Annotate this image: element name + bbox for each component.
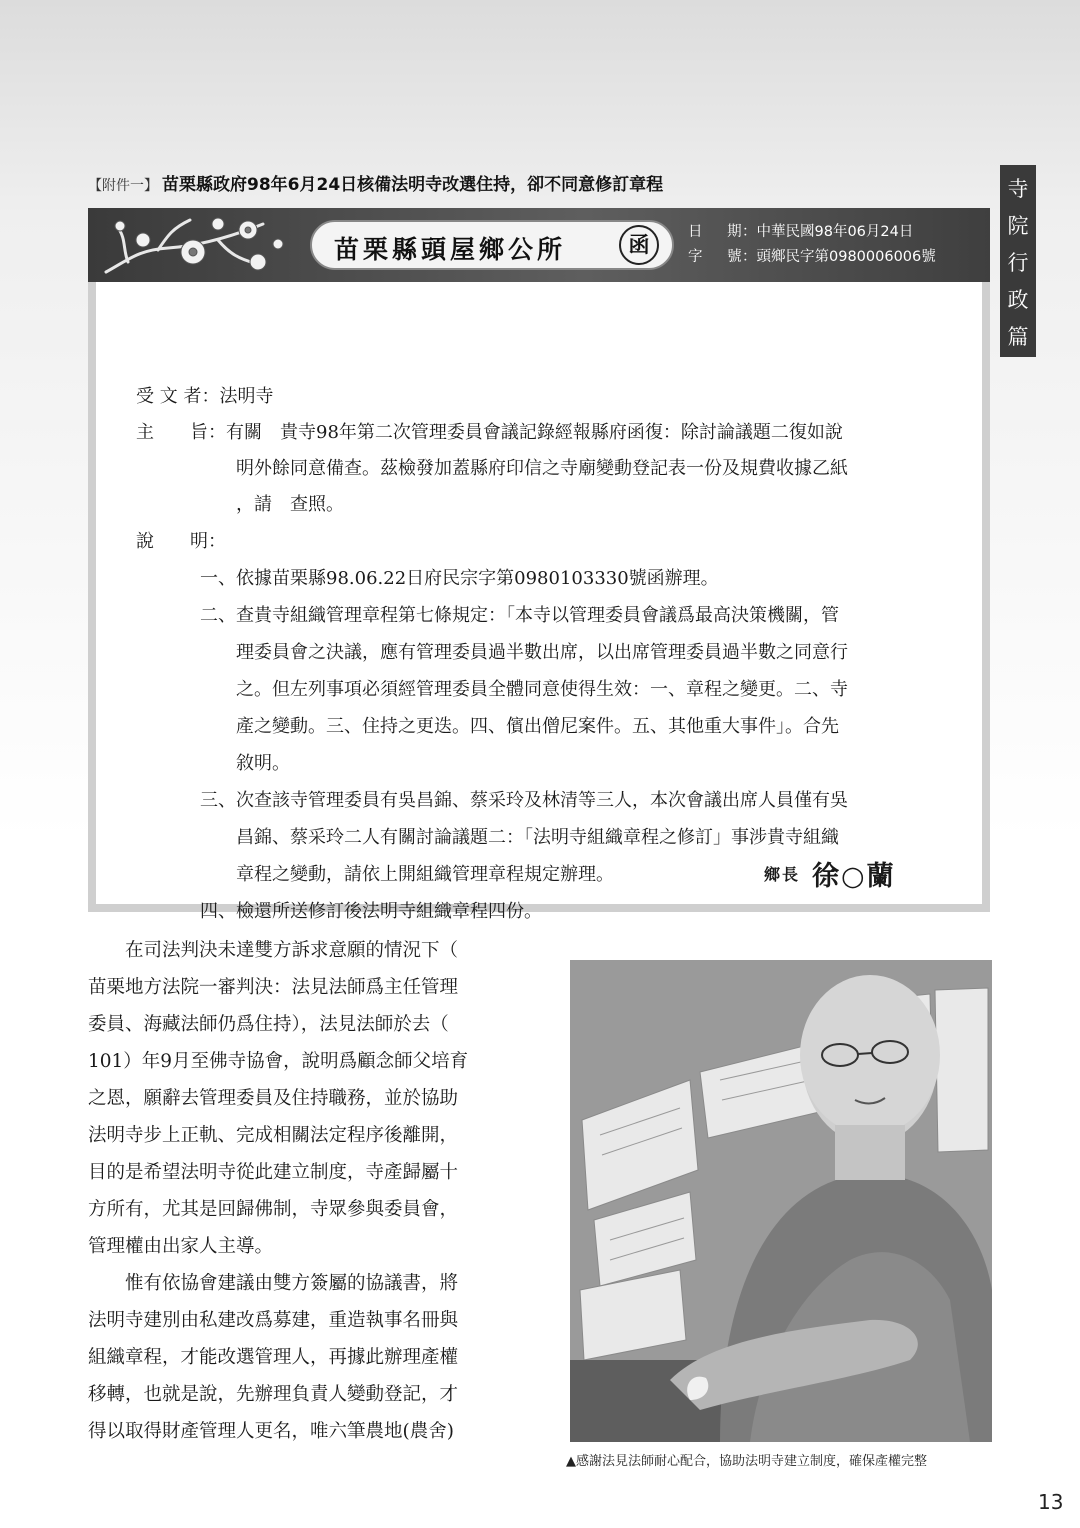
letter-body: [96, 282, 982, 922]
attachment-title: [88, 170, 968, 195]
article-line: 之恩，願辭去管理委員及住持職務，並於協助: [88, 1088, 459, 1109]
explain-item: [200, 783, 848, 819]
date-row: [688, 220, 936, 245]
item-line: 之。但左列事項必須經管理委員全體同意使得生效：一、章程之變更。二、寺: [236, 679, 848, 700]
recipient-row: [136, 379, 273, 415]
article-line: 法明寺步上正軌、完成相關法定程序後離開，: [88, 1125, 459, 1146]
explain-label: 說 明：: [136, 531, 226, 552]
photo-caption: ▲感謝法見法師耐心配合，協助法明寺建立制度，確保產權完整: [566, 1454, 927, 1469]
item-line: 檢還所送修訂後法明寺組織章程四份。: [236, 901, 542, 922]
number-label: 字 號: [688, 249, 752, 265]
explain-item: [200, 894, 542, 930]
number-row: [688, 245, 936, 270]
subject-line: 有關 貴寺98年第二次管理委員會議記錄經報縣府函復：除討論議題二復如說: [226, 422, 843, 443]
explain-item: [200, 598, 839, 634]
side-tab-char: 政: [1007, 288, 1029, 312]
page-number: 13: [1038, 1490, 1064, 1514]
signature: [764, 854, 896, 893]
article-line: 惟有依協會建議由雙方簽屬的協議書，將: [88, 1273, 459, 1294]
article-line: 目的是希望法明寺從此建立制度，寺產歸屬十: [88, 1162, 459, 1183]
plum-blossom-icon: [98, 210, 298, 280]
item-line: 產之變動。三、住持之更迭。四、儐出僧尼案件。五、其他重大事件」。合先: [236, 716, 839, 737]
article-text: [88, 932, 513, 1450]
article-line: 苗栗地方法院一審判決：法見法師爲主任管理: [88, 977, 459, 998]
recipient-label: 受 文 者：: [136, 386, 220, 407]
side-tab-char: 院: [1007, 214, 1029, 238]
subject-row: [136, 415, 843, 451]
letter-type-badge: 函: [619, 225, 659, 265]
article-line: 移轉，也就是說，先辦理負責人變動登記，才: [88, 1384, 459, 1405]
article-line: 方所有，尤其是回歸佛制，寺眾參與委員會，: [88, 1199, 459, 1220]
monk-portrait-photo: [570, 960, 992, 1442]
item-line: 依據苗栗縣98.06.22日府民宗字第0980103330號函辦理。: [236, 568, 719, 589]
date-label: 日 期: [688, 224, 752, 240]
office-name: 苗栗縣頭屋鄉公所: [334, 235, 567, 264]
item-number: 一、: [200, 568, 236, 589]
item-number: 二、: [200, 605, 236, 626]
recipient-value: 法明寺: [219, 386, 274, 407]
article-line: 組織章程，才能改選管理人，再據此辦理產權: [88, 1347, 459, 1368]
letter-meta: [688, 220, 936, 270]
number-value: ：頭鄉民字第0980006006號: [742, 249, 936, 265]
official-letter: [88, 208, 990, 922]
item-line: 理委員會之決議，應有管理委員過半數出席，以出席管理委員過半數之同意行: [236, 642, 848, 663]
item-line: 章程之變動，請依上開組織管理章程規定辦理。: [236, 864, 614, 885]
subject-line: 明外餘同意備查。茲檢發加蓋縣府印信之寺廟變動登記表一份及規費收據乙紙: [236, 458, 848, 479]
attachment-heading: 苗栗縣政府98年6月24日核備法明寺改選住持，卻不同意修訂章程: [162, 175, 664, 195]
article-line: 得以取得財產管理人更名，唯六筆農地(農舍): [88, 1421, 454, 1442]
side-tab-char: 寺: [1007, 177, 1029, 201]
item-line: 敘明。: [236, 753, 290, 774]
date-value: ：中華民國98年06月24日: [742, 224, 914, 240]
side-tab-char: 篇: [1007, 325, 1029, 349]
item-line: 昌錦、蔡采玲二人有關討論議題二：「法明寺組織章程之修訂」事涉貴寺組織: [236, 827, 839, 848]
explain-item: [200, 561, 719, 597]
signer-name: 徐○蘭: [812, 861, 896, 892]
office-name-banner: [310, 220, 674, 270]
article-line: 管理權由出家人主導。: [88, 1236, 274, 1257]
item-number: 三、: [200, 790, 236, 811]
article-line: 委員、海藏法師仍爲住持），法見法師於去（: [88, 1014, 449, 1035]
side-tab-char: 行: [1007, 251, 1029, 275]
item-line: 查貴寺組織管理章程第七條規定：「本寺以管理委員會議爲最高決策機關，管: [236, 605, 839, 626]
signer-title: 鄉長: [764, 865, 801, 884]
article-line: 在司法判決未達雙方訴求意願的情況下（: [88, 940, 459, 961]
article-line: 法明寺建別由私建改爲募建，重造執事名冊與: [88, 1310, 459, 1331]
subject-line: ，請 查照。: [236, 494, 344, 515]
item-number: 四、: [200, 901, 236, 922]
letter-header: [88, 208, 990, 282]
item-line: 次查該寺管理委員有吳昌錦、蔡采玲及林清等三人，本次會議出席人員僅有吳: [236, 790, 848, 811]
article-line: 101）年9月至佛寺協會，說明爲顧念師父培育: [88, 1051, 469, 1072]
attachment-tag: 【附件一】: [88, 178, 158, 194]
section-side-tab: [1000, 165, 1036, 357]
subject-label: 主 旨：: [136, 422, 226, 443]
portrait-illustration-icon: [570, 960, 992, 1442]
